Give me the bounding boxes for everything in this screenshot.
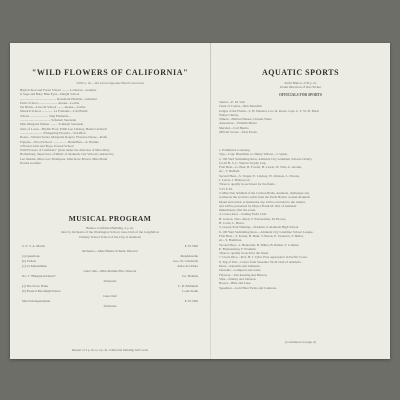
program-sheet <box>10 43 390 359</box>
program-item-title: S. S. S. A. March <box>22 244 45 248</box>
program-item-title: No. 2 "Hungarian Dance" <box>22 274 57 278</box>
event-line: woman in the world to swim from the Yacht Harbor around Alameda <box>219 195 310 200</box>
official-line: Starter—E. M. Vail <box>219 100 245 104</box>
program-item-title: Orchestra <box>103 279 117 283</box>
musical-program-title: MUSICAL PROGRAM <box>68 214 152 223</box>
program-item-composer: Jos. Brahms <box>181 274 198 278</box>
event-line: immediately after the event. <box>219 208 256 213</box>
event-line: Sausalito—Lampson and Jones. <box>219 268 262 273</box>
event-line: 6. 100 Yard Swimming Race—Alameda City Grammar School League. <box>219 229 314 234</box>
continued-note: (Continued on page 4) <box>285 340 316 344</box>
musical-program-subtitle <box>20 226 200 239</box>
wild-flowers-line: Poppies—Wood School .................. Butterflies—A. Bonnie <box>20 139 99 144</box>
wild-flowers-line: Miss Margaret Palmer ......... Schubert Serenade <box>20 122 84 127</box>
program-item-title: (b) Violets <box>22 259 36 263</box>
program-item-title: Glee Club <box>103 294 117 298</box>
wild-flowers-line: ........................... Whispering Flowers—Von Blon <box>20 130 86 135</box>
program-item-composer: Alice de Chiara <box>177 264 198 268</box>
event-line: Kites—Sausalito and Alameda. <box>219 264 261 269</box>
event-line: First Heat—T. Kaiser, B. Hunt, T. Baron, E. Swanson, T. Heller, <box>219 233 304 238</box>
right-page <box>211 43 390 359</box>
program-item-title: Orchestra <box>103 304 117 308</box>
event-line: 7. Clock Dive—Prof. H. J. Tyler. First appearance in Pacific Coast. <box>219 255 308 260</box>
official-line: Marshal—Carl Herms. <box>219 125 250 130</box>
program-item-composer: C. R. Edmunds <box>177 284 198 288</box>
program-item-composer: Louis Stanh <box>182 289 198 293</box>
event-line: First Heat—G. Baer, B. Fowler, H. Lewis, W. Vrill, A. Jerome, <box>219 165 302 170</box>
event-line: Speedster—Gold Heat Twins and Cameron. <box>219 285 277 290</box>
events-list <box>219 148 385 290</box>
wild-flowers-line: ............................................ Rosemont Hermits—Schubert <box>20 96 97 101</box>
musical-program-subtitle-line: Primary School School of the City of Alameda <box>79 234 141 239</box>
event-line: Bower—Blitz and Lake. <box>219 281 252 286</box>
event-line: E. Brennamann, F. Franklin. <box>219 246 257 251</box>
event-line: Flyaway—Van Kessing and Benson. <box>219 272 268 277</box>
program-item-title: (a) Questions <box>22 254 40 258</box>
event-line: 3. Miss Nan Schmidt of the Carlson Baths, Alameda, challenges any <box>219 190 310 195</box>
musical-program-subtitle-line: Balboa, California Building, 2 p. m. <box>86 226 134 230</box>
officials-list <box>219 100 385 134</box>
event-line: 1. Exhibition Canoeing <box>219 148 250 152</box>
program-item-title: March Independentia <box>22 299 51 303</box>
event-line: Three to qualify in each for the finals. <box>219 251 269 256</box>
official-line: Official Scorer—Paul Evans. <box>219 130 258 135</box>
wild-flowers-subtitle: 10:00 a. m.—On Lawn Opposite Band Concourse <box>76 81 144 85</box>
event-line: Vika—Dudley and Johnson. <box>219 276 257 281</box>
program-item-composer: E. H. Hall <box>184 299 198 303</box>
musical-program-footer-text: Dessert at 3 p. m. to 4 p. m. California building bell room. <box>71 348 149 352</box>
wild-flowers-line: Norma Gardner. <box>20 161 42 166</box>
musical-program-subtitle-line: ition by Orchestra of the Washington School, Glee Club of the Longfellow <box>60 230 160 235</box>
event-line: 2. 100 Yard Swimming Race, Alameda City Grammar Schools Liberty <box>219 156 313 161</box>
event-line: J. Lewis, J. Hollywood. <box>219 178 251 183</box>
aquatic-sports-subtitle-line: Yacht Harbor, 2:30 p. m. <box>284 81 317 85</box>
wild-flowers-line: ble Brush—Lincoln School ........ Awake—Lorthe <box>20 105 86 110</box>
event-line: Second Heat—J. Hentschel, B. Miller, B. Barker, T. Latimer, <box>219 242 300 247</box>
wild-flowers-line: Mastick School .............. La Fontaine—Carl Bohm <box>20 109 88 114</box>
left-page <box>10 43 210 359</box>
aquatic-sports-subtitle-line: Under Direction of Otto Eicker <box>279 85 322 90</box>
aquatic-sports-subtitle <box>211 81 390 90</box>
wild-flowers-line: Hollerman), Supervisor of Music of Alameda City Schools; assisted by <box>20 152 114 157</box>
event-line: Three to qualify in each heat for the finals. <box>219 182 276 187</box>
wild-flowers-line: arms of Lowe—Phyllis Frost, Edith Lee Lindsay, Helen Cardwell <box>20 126 107 131</box>
event-line: etc., S. Hamilton. <box>219 238 243 243</box>
program-item-title: (b) Funeral Moonlight Dance <box>22 289 61 293</box>
program-item-title: Glee Club—Miss Matilda Flin, Director <box>83 269 137 273</box>
wild-flowers-title: "WILD FLOWERS OF CALIFORNIA" <box>31 68 189 77</box>
wild-flowers-line: Roses—Winant Souza, Margarite Rogers, Florence Dease—Rolfe <box>20 135 108 140</box>
wild-flowers-line: School ...................... Sing Elements— <box>20 113 72 118</box>
event-line: H. Gaston, Thos. Allen; T. Fairweather, M. Brown, <box>219 216 287 221</box>
wild-flowers-line: d Flower Girls and Boys, Everett School <box>20 143 74 148</box>
official-line: Clerk of Course—Bob Meredith <box>219 104 262 109</box>
event-line: 8. Tug of War—Crews from Sausalito Yacht Club of Alameda. <box>219 259 302 264</box>
musical-program-footer <box>20 348 200 352</box>
wild-flowers-line: Lee Jenkins, Miss Lois Thompson, Miss Rose Brown, Miss Maud <box>20 156 108 161</box>
official-line: Judges of the Finish—T. H. Hendon, Leo. R. Dawe, Capt. L. T. W. H. Hardt <box>219 108 320 113</box>
wild-flowers-line: Wild Flowers of California" given under the direction of Miss Mary <box>20 148 110 153</box>
program-item-title: Orchestra—Miss Helena Schultz, Director <box>81 249 139 253</box>
event-line: Island and return. A handsome cup will be awarded to the winner, <box>219 199 306 204</box>
program-item-title: (c) La Marseillaise <box>22 264 47 268</box>
event-line: 5. Greasy Pole Walking—Students of Alameda High School. <box>219 225 300 230</box>
official-line: Announcer—William Barter. <box>219 121 258 126</box>
wild-flowers-line: Pedro School ....................... Awake—Lorthe <box>20 100 80 105</box>
wild-flowers-line: High School and Porter School ......... La Reeve—Gentine <box>20 88 97 92</box>
event-line: Second Heat—S. Vergez, E. Lindsay, W. Johnson, L. Downs, <box>219 173 300 178</box>
wild-flowers-line: ls Sage and Baby Blue Eyes—Haight School <box>20 92 80 97</box>
program-item-composer: Geo. W. Chadwick <box>173 259 198 263</box>
aquatic-sports-title: AQUATIC SPORTS <box>261 68 340 77</box>
event-line: and will be presented by Mayor Frank M. Otis of Alameda <box>219 203 297 208</box>
officials-heading: OFFICIALS FOR SPORTS <box>279 93 322 97</box>
event-line: 5:15 P. M. <box>219 186 233 191</box>
program-item <box>22 304 198 309</box>
official-line: Timers—Herbert Hauser, Charles Watts. <box>219 117 273 122</box>
event-line: H. Coast, L. Bruce. <box>219 221 245 226</box>
musical-program-list <box>22 244 198 309</box>
program-item-composer: E. H. Hall <box>184 244 198 248</box>
wild-flowers-body <box>20 88 200 165</box>
program-item-composer: Mendelssohn <box>180 254 198 258</box>
event-line: etc., T. Hubbell. <box>219 169 241 174</box>
event-line: Tips—Capt. Haseldine vs. Henry Wilson—J. Spark. <box>219 152 288 157</box>
event-line: for all H. S. C. Warren Trophy Cup. <box>219 160 267 165</box>
official-line: Walter Christy. <box>219 112 239 117</box>
event-line: 4. Canoe Race—Sailing Yacht Club. <box>219 212 268 217</box>
program-item-title: (a) The Snow Flake <box>22 284 49 288</box>
wild-flowers-line: ..................................... Schubert Serenade <box>20 118 76 123</box>
